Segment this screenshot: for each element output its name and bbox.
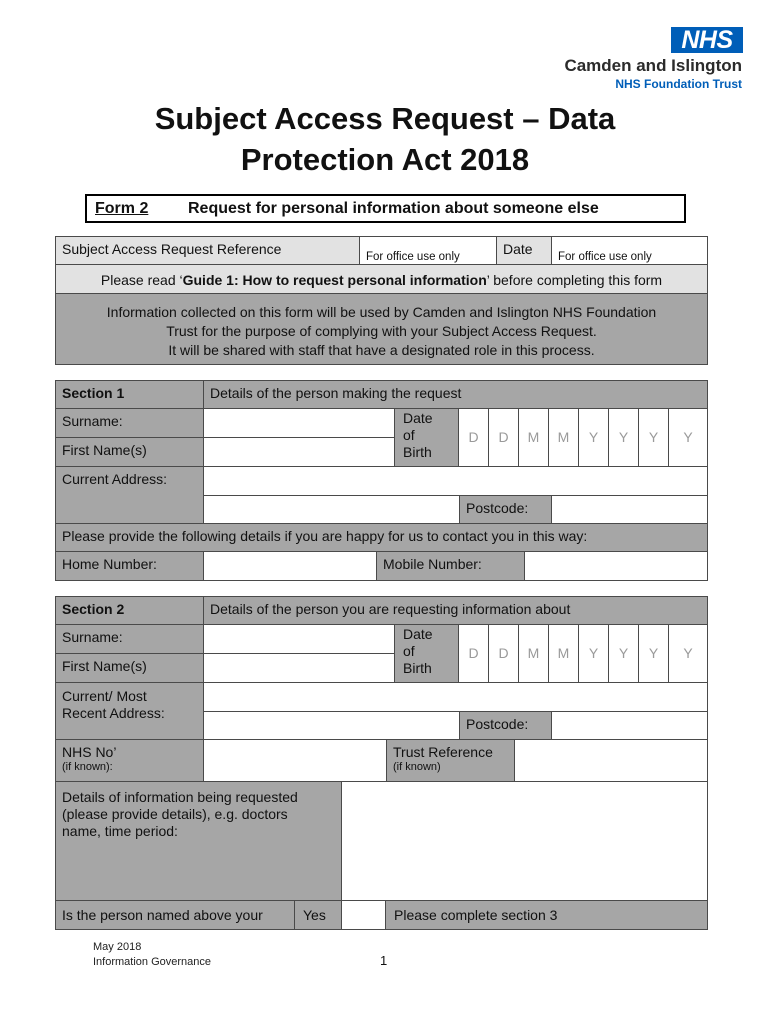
- s2-first-names-label: First Name(s): [55, 653, 204, 683]
- s2-address-label: [55, 682, 204, 740]
- please-read-row: [55, 264, 708, 294]
- date-office-only[interactable]: For office use only: [551, 236, 708, 265]
- s1-home-number-label: Home Number:: [55, 551, 204, 581]
- info-line-1: Information collected on this form will be used by Camden and Islington NHS Foundation: [106, 304, 657, 320]
- s2-dob-line-3: Birth: [403, 660, 432, 676]
- s2-dob-box-1[interactable]: D: [458, 624, 489, 683]
- s2-yes-label: Yes: [294, 900, 342, 930]
- title-line-1: Subject Access Request – Data: [154, 101, 616, 136]
- s2-nhs-no-input[interactable]: [203, 739, 387, 782]
- s2-trust-ref-if-known: (if known): [393, 761, 441, 773]
- s2-nhs-no-if-known: (if known):: [62, 761, 113, 773]
- page-title: [0, 98, 770, 180]
- s2-postcode-input[interactable]: [551, 711, 708, 740]
- s1-home-number-input[interactable]: [203, 551, 377, 581]
- s1-dob-box-6[interactable]: Y: [608, 408, 639, 467]
- s1-dob-box-1[interactable]: D: [458, 408, 489, 467]
- section2-title: Details of the person you are requesting information about: [203, 596, 708, 625]
- s1-dob-line-1: Date: [403, 410, 433, 426]
- s1-surname-input[interactable]: [203, 408, 395, 438]
- s2-dob-box-3[interactable]: M: [518, 624, 549, 683]
- s2-details-line-2: (please provide details), e.g. doctors: [62, 806, 288, 822]
- s2-dob-line-1: Date: [403, 626, 433, 642]
- s2-dob-label: [394, 624, 459, 683]
- section1-label: Section 1: [55, 380, 204, 409]
- s2-trust-ref-text: Trust Reference: [393, 744, 493, 760]
- s2-surname-input[interactable]: [203, 624, 395, 654]
- s1-dob-box-2[interactable]: D: [488, 408, 519, 467]
- s1-dob-label: [394, 408, 459, 467]
- form-description: Request for personal information about someone else: [188, 200, 599, 217]
- section1-title: Details of the person making the request: [203, 380, 708, 409]
- s1-address-label: Current Address:: [55, 466, 204, 524]
- s2-yes-checkbox[interactable]: [341, 900, 386, 930]
- info-line-3: It will be shared with staff that have a designated role in this process.: [168, 342, 595, 358]
- s1-dob-box-4[interactable]: M: [548, 408, 579, 467]
- s2-address-input-2[interactable]: [203, 711, 460, 740]
- s1-dob-line-3: Birth: [403, 444, 432, 460]
- s2-nhs-no-text: NHS No’: [62, 744, 117, 760]
- s2-address-line-1: Current/ Most: [62, 688, 147, 704]
- s1-dob-box-5[interactable]: Y: [578, 408, 609, 467]
- s2-dob-line-2: of: [403, 643, 415, 659]
- date-label: Date: [496, 236, 552, 265]
- s1-dob-box-7[interactable]: Y: [638, 408, 669, 467]
- footer-date: May 2018: [93, 941, 142, 953]
- s2-details-input[interactable]: [341, 781, 708, 901]
- s2-dob-box-4[interactable]: M: [548, 624, 579, 683]
- footer-dept: Information Governance: [93, 956, 212, 968]
- s2-trust-ref-input[interactable]: [514, 739, 708, 782]
- s2-dob-box-5[interactable]: Y: [578, 624, 609, 683]
- section2-label: Section 2: [55, 596, 204, 625]
- please-read-post: ’ before completing this form: [486, 272, 663, 288]
- s2-surname-label: Surname:: [55, 624, 204, 654]
- page-number: 1: [380, 953, 388, 968]
- s1-mobile-number-label: Mobile Number:: [376, 551, 525, 581]
- s1-postcode-label: Postcode:: [459, 495, 552, 524]
- trust-subtitle: NHS Foundation Trust: [615, 77, 742, 91]
- form-banner: [85, 194, 686, 223]
- footer-info: [93, 940, 211, 970]
- s2-details-line-1: Details of information being requested: [62, 789, 298, 805]
- s2-dob-box-2[interactable]: D: [488, 624, 519, 683]
- s1-dob-box-3[interactable]: M: [518, 408, 549, 467]
- s1-surname-label: Surname:: [55, 408, 204, 438]
- s1-first-names-input[interactable]: [203, 437, 395, 467]
- please-read-pre: Please read ‘: [100, 272, 183, 288]
- s2-nhs-no-label: [55, 739, 204, 782]
- title-line-2: Protection Act 2018: [240, 142, 530, 177]
- s2-address-line-2: Recent Address:: [62, 705, 165, 721]
- ref-label: Subject Access Request Reference: [55, 236, 360, 265]
- nhs-logo: NHS: [671, 27, 743, 53]
- trust-name: Camden and Islington: [564, 56, 742, 75]
- info-line-2: Trust for the purpose of complying with your Subject Access Request.: [166, 323, 597, 339]
- guide-1-reference: Guide 1: How to request personal information: [182, 272, 487, 288]
- s1-postcode-input[interactable]: [551, 495, 708, 524]
- info-notice: [55, 293, 708, 365]
- s2-trust-ref-label: [386, 739, 515, 782]
- s2-postcode-label: Postcode:: [459, 711, 552, 740]
- s2-address-input-1[interactable]: [203, 682, 708, 712]
- s1-address-input-2[interactable]: [203, 495, 460, 524]
- s2-complete-section3: Please complete section 3: [385, 900, 708, 930]
- s2-dob-box-7[interactable]: Y: [638, 624, 669, 683]
- s1-mobile-number-input[interactable]: [524, 551, 708, 581]
- s1-address-input-1[interactable]: [203, 466, 708, 496]
- form-number: Form 2: [95, 200, 149, 217]
- ref-office-only[interactable]: For office use only: [359, 236, 497, 265]
- s2-dob-box-8[interactable]: Y: [668, 624, 708, 683]
- s1-first-names-label: First Name(s): [55, 437, 204, 467]
- s2-is-person-label: Is the person named above your: [55, 900, 295, 930]
- s1-contact-prompt: Please provide the following details if you are happy for us to contact you in this way:: [55, 523, 708, 552]
- s1-dob-box-8[interactable]: Y: [668, 408, 708, 467]
- s2-details-label: [55, 781, 342, 901]
- s2-first-names-input[interactable]: [203, 653, 395, 683]
- s2-dob-box-6[interactable]: Y: [608, 624, 639, 683]
- s2-details-line-3: name, time period:: [62, 823, 178, 839]
- s1-dob-line-2: of: [403, 427, 415, 443]
